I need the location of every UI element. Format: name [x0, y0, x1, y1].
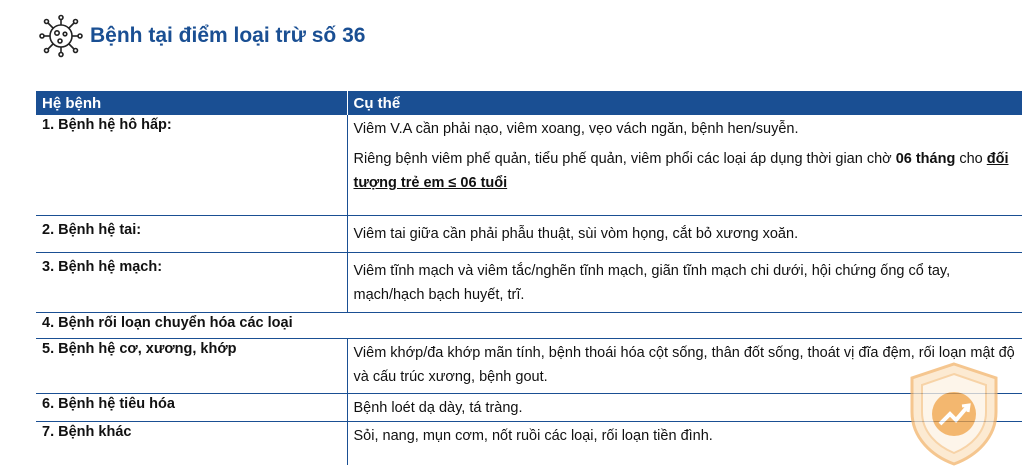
row-detail-text: Viêm V.A cần phải nạo, viêm xoang, vẹo vách ngăn, bệnh hen/suyễn. [353, 121, 799, 137]
virus-icon [36, 14, 86, 58]
row-category: 2. Bệnh hệ tai: [36, 215, 347, 252]
note-target: đối tượng trẻ em ≤ 06 tuổi [353, 151, 1009, 191]
page-title: Bệnh tại điểm loại trừ số 36 [90, 24, 366, 47]
table-header-row [36, 91, 1022, 115]
exclusion-table [36, 91, 1022, 465]
table-row [36, 338, 1022, 393]
row-category: 3. Bệnh hệ mạch: [36, 252, 347, 312]
table-row [36, 115, 1022, 215]
row-category: 5. Bệnh hệ cơ, xương, khớp [36, 338, 347, 393]
row-detail [347, 115, 1022, 215]
table-row [36, 215, 1022, 252]
row-category: 4. Bệnh rối loạn chuyển hóa các loại [36, 312, 1022, 338]
row-detail-text: Bệnh loét dạ dày, tá tràng. [353, 399, 523, 416]
table-row [36, 252, 1022, 312]
row-detail [347, 252, 1022, 312]
table-row [36, 393, 1022, 421]
row-detail-text: Viêm khớp/đa khớp mãn tính, bệnh thoái hóa cột sống, thân đốt sống, thoát vị đĩa đệm, rối loạn mật độ và cấu trúc xương, bệnh gout. [353, 344, 1015, 385]
row-detail-text: Viêm tai giữa cần phải phẫu thuật, sùi vòm họng, cắt bỏ xương xoăn. [353, 225, 799, 242]
row-category: 6. Bệnh hệ tiêu hóa [36, 393, 347, 421]
title-row [36, 14, 365, 58]
row-detail-text: Viêm tĩnh mạch và viêm tắc/nghẽn tĩnh mạch, giãn tĩnh mạch chi dưới, hội chứng ống cổ tay, mạch/hạch bạch huyết, trĩ. [353, 262, 951, 303]
row-detail-text: Sỏi, nang, mụn cơm, nốt ruồi các loại, rối loạn tiền đình. [353, 427, 713, 444]
row-detail-note [354, 147, 1017, 195]
column-header-detail: Cụ thể [347, 91, 1022, 115]
row-detail [347, 215, 1022, 252]
table-row [36, 421, 1022, 465]
note-connector: cho [955, 151, 987, 167]
note-text: Riêng bệnh viêm phế quản, tiểu phế quản, viêm phổi các loại áp dụng thời gian chờ [353, 151, 896, 167]
table-row [36, 312, 1022, 338]
shield-logo-icon [904, 360, 1004, 468]
note-duration: 06 tháng [895, 151, 956, 167]
row-category: 1. Bệnh hệ hô hấp: [36, 115, 347, 215]
row-category: 7. Bệnh khác [36, 421, 347, 465]
column-header-category: Hệ bệnh [36, 91, 347, 115]
